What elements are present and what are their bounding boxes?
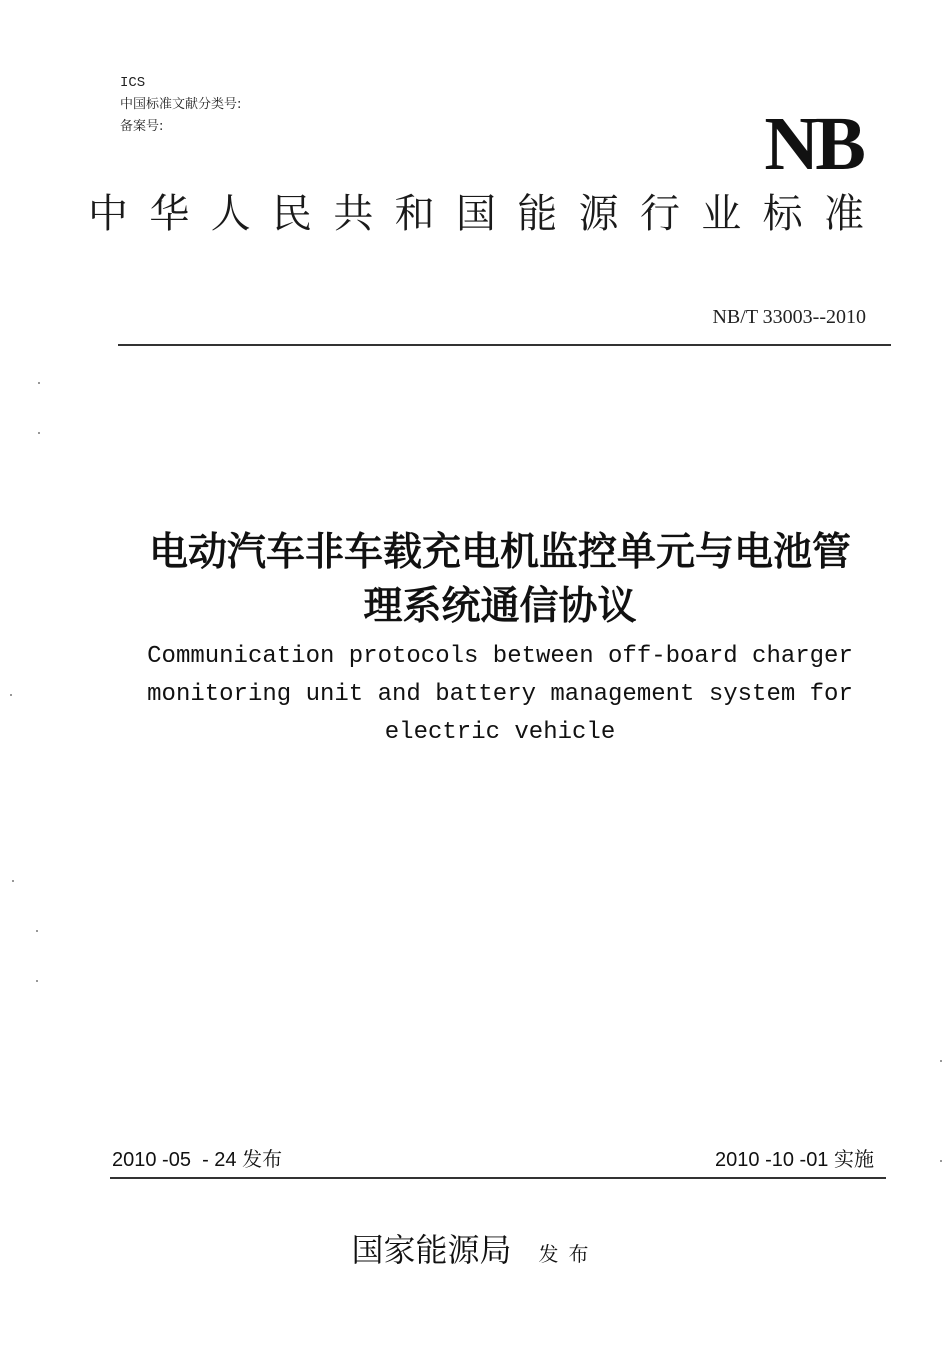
title-english bbox=[100, 638, 900, 752]
scan-speck bbox=[36, 980, 38, 982]
title-english-line: electric vehicle bbox=[384, 719, 616, 746]
publisher-name: 国家能源局 bbox=[351, 1231, 512, 1269]
category-char: 人 bbox=[210, 191, 251, 237]
implementation-date: 2010 -10 -01 实施 bbox=[715, 1149, 874, 1171]
title-english-line: monitoring unit and battery management system for bbox=[147, 681, 853, 708]
title-chinese bbox=[100, 526, 900, 634]
scan-speck bbox=[38, 382, 40, 384]
category-char: 共 bbox=[333, 191, 374, 237]
category-char: 国 bbox=[455, 191, 496, 237]
scan-speck bbox=[940, 1060, 942, 1062]
category-char: 标 bbox=[762, 191, 803, 237]
scan-speck bbox=[38, 432, 40, 434]
category-char: 民 bbox=[271, 191, 312, 237]
scan-speck bbox=[940, 1160, 942, 1162]
issue-date: 2010 -05 - 24 发布 bbox=[112, 1149, 283, 1171]
clc-classification-label: 中国标准文献分类号: bbox=[120, 97, 242, 112]
ics-label: ICS bbox=[120, 75, 146, 91]
header-divider bbox=[118, 344, 891, 346]
publisher-suffix: 发布 bbox=[538, 1242, 599, 1266]
category-char: 能 bbox=[517, 191, 558, 237]
title-english-line: Communication protocols between off-board charger bbox=[147, 643, 853, 670]
category-char: 业 bbox=[701, 191, 742, 237]
title-chinese-line: 电动汽车非车载充电机监控单元与电池管 bbox=[148, 530, 851, 575]
title-chinese-line: 理系统通信协议 bbox=[363, 584, 637, 629]
standard-number: NB/T 33003--2010 bbox=[712, 306, 866, 328]
category-char: 中 bbox=[88, 191, 128, 237]
category-char: 华 bbox=[149, 191, 190, 237]
category-char: 源 bbox=[578, 191, 619, 237]
nb-logo: NB bbox=[764, 102, 862, 186]
footer-divider bbox=[110, 1177, 886, 1179]
standard-category-heading bbox=[88, 190, 864, 238]
scan-speck bbox=[36, 930, 38, 932]
scan-speck bbox=[12, 880, 14, 882]
filing-number-label: 备案号: bbox=[120, 119, 164, 134]
category-char: 行 bbox=[639, 191, 680, 237]
publisher bbox=[0, 1230, 950, 1270]
category-char: 和 bbox=[394, 191, 435, 237]
scan-speck bbox=[10, 694, 12, 696]
category-char: 准 bbox=[823, 191, 864, 237]
